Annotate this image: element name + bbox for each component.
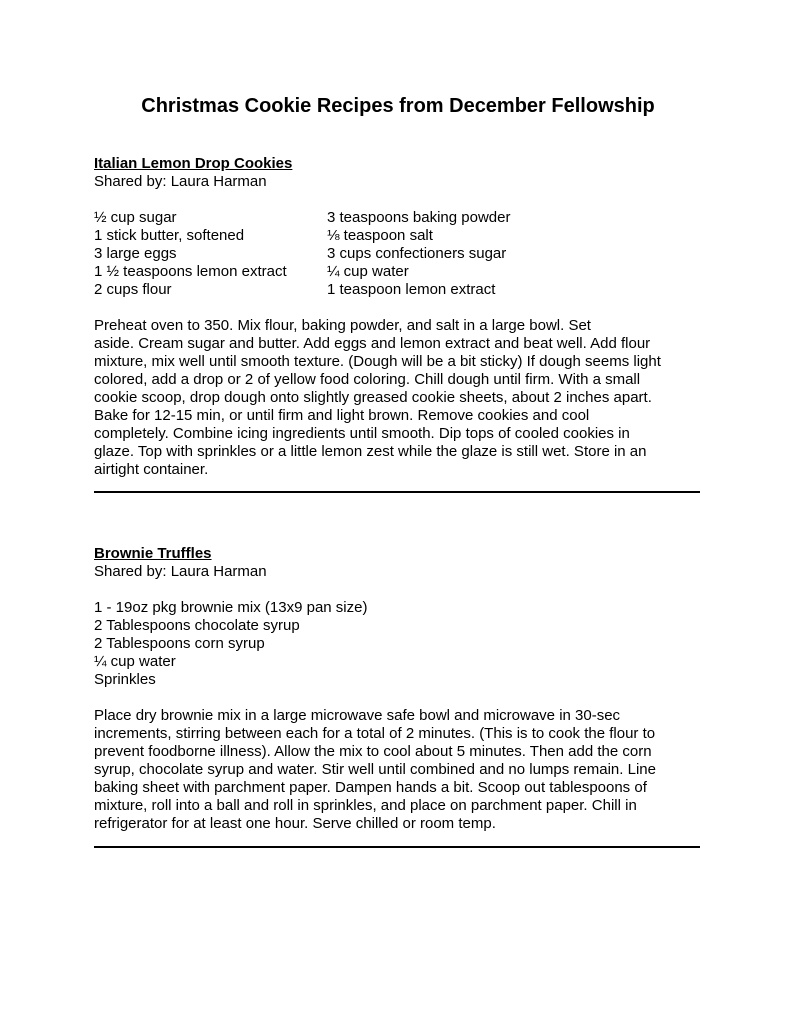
ingredient-item: Sprinkles <box>94 671 156 688</box>
ingredient-list <box>94 599 704 689</box>
instruction-line: completely. Combine icing ingredients until smooth. Dip tops of cooled cookies in <box>94 425 630 442</box>
recipe-brownie-truffles <box>94 545 704 833</box>
ingredient-item: ½ cup sugar <box>94 209 177 226</box>
instruction-line: airtight container. <box>94 461 209 478</box>
instruction-line: refrigerator for at least one hour. Serve chilled or room temp. <box>94 815 496 832</box>
instruction-line: Place dry brownie mix in a large microwave safe bowl and microwave in 30-sec <box>94 707 621 724</box>
recipe-title: Italian Lemon Drop Cookies <box>94 155 293 172</box>
shared-by: Shared by: Laura Harman <box>94 173 267 190</box>
ingredient-column-right <box>327 209 687 299</box>
ingredient-item: 1 stick butter, softened <box>94 227 245 244</box>
divider <box>94 846 700 848</box>
ingredient-item: 3 large eggs <box>94 245 177 262</box>
ingredient-list <box>94 209 704 299</box>
ingredient-item: 1 ½ teaspoons lemon extract <box>94 263 287 280</box>
ingredient-item: 2 Tablespoons chocolate syrup <box>94 617 300 634</box>
divider <box>94 491 700 493</box>
ingredient-item: 1 teaspoon lemon extract <box>327 281 496 298</box>
ingredient-column <box>94 599 694 689</box>
instruction-line: baking sheet with parchment paper. Dampen hands a bit. Scoop out tablespoons of <box>94 779 647 796</box>
ingredient-item: 2 cups flour <box>94 281 172 298</box>
ingredient-item: ¼ cup water <box>94 653 176 670</box>
instruction-line: increments, stirring between each for a total of 2 minutes. (This is to cook the flour to <box>94 725 656 742</box>
shared-by: Shared by: Laura Harman <box>94 563 267 580</box>
instruction-line: Preheat oven to 350. Mix flour, baking powder, and salt in a large bowl. Set <box>94 317 591 334</box>
instruction-line: Bake for 12-15 min, or until firm and light brown. Remove cookies and cool <box>94 407 590 424</box>
instruction-line: glaze. Top with sprinkles or a little lemon zest while the glaze is still wet. Store in an <box>94 443 647 460</box>
instruction-line: syrup, chocolate syrup and water. Stir well until combined and no lumps remain. Line <box>94 761 656 778</box>
ingredient-column-left <box>94 209 327 299</box>
page-title: Christmas Cookie Recipes from December Fellowship <box>141 95 655 117</box>
ingredient-item: ⅛ teaspoon salt <box>327 227 433 244</box>
recipe-title: Brownie Truffles <box>94 545 212 562</box>
instruction-line: mixture, roll into a ball and roll in sprinkles, and place on parchment paper. Chill in <box>94 797 637 814</box>
ingredient-item: 1 - 19oz pkg brownie mix (13x9 pan size) <box>94 599 368 616</box>
ingredient-item: 3 teaspoons baking powder <box>327 209 511 226</box>
instruction-line: mixture, mix well until smooth texture. (Dough will be a bit sticky) If dough seems light <box>94 353 661 370</box>
instruction-line: colored, add a drop or 2 of yellow food coloring. Chill dough until firm. With a small <box>94 371 641 388</box>
instructions <box>94 317 699 479</box>
ingredient-item: ¼ cup water <box>327 263 409 280</box>
ingredient-item: 3 cups confectioners sugar <box>327 245 507 262</box>
instruction-line: prevent foodborne illness). Allow the mix to cool about 5 minutes. Then add the corn <box>94 743 652 760</box>
ingredient-item: 2 Tablespoons corn syrup <box>94 635 265 652</box>
instruction-line: aside. Cream sugar and butter. Add eggs and lemon extract and beat well. Add flour <box>94 335 651 352</box>
recipe-italian-lemon-drop <box>94 155 704 479</box>
instruction-line: cookie scoop, drop dough onto slightly greased cookie sheets, about 2 inches apart. <box>94 389 652 406</box>
instructions <box>94 707 699 833</box>
